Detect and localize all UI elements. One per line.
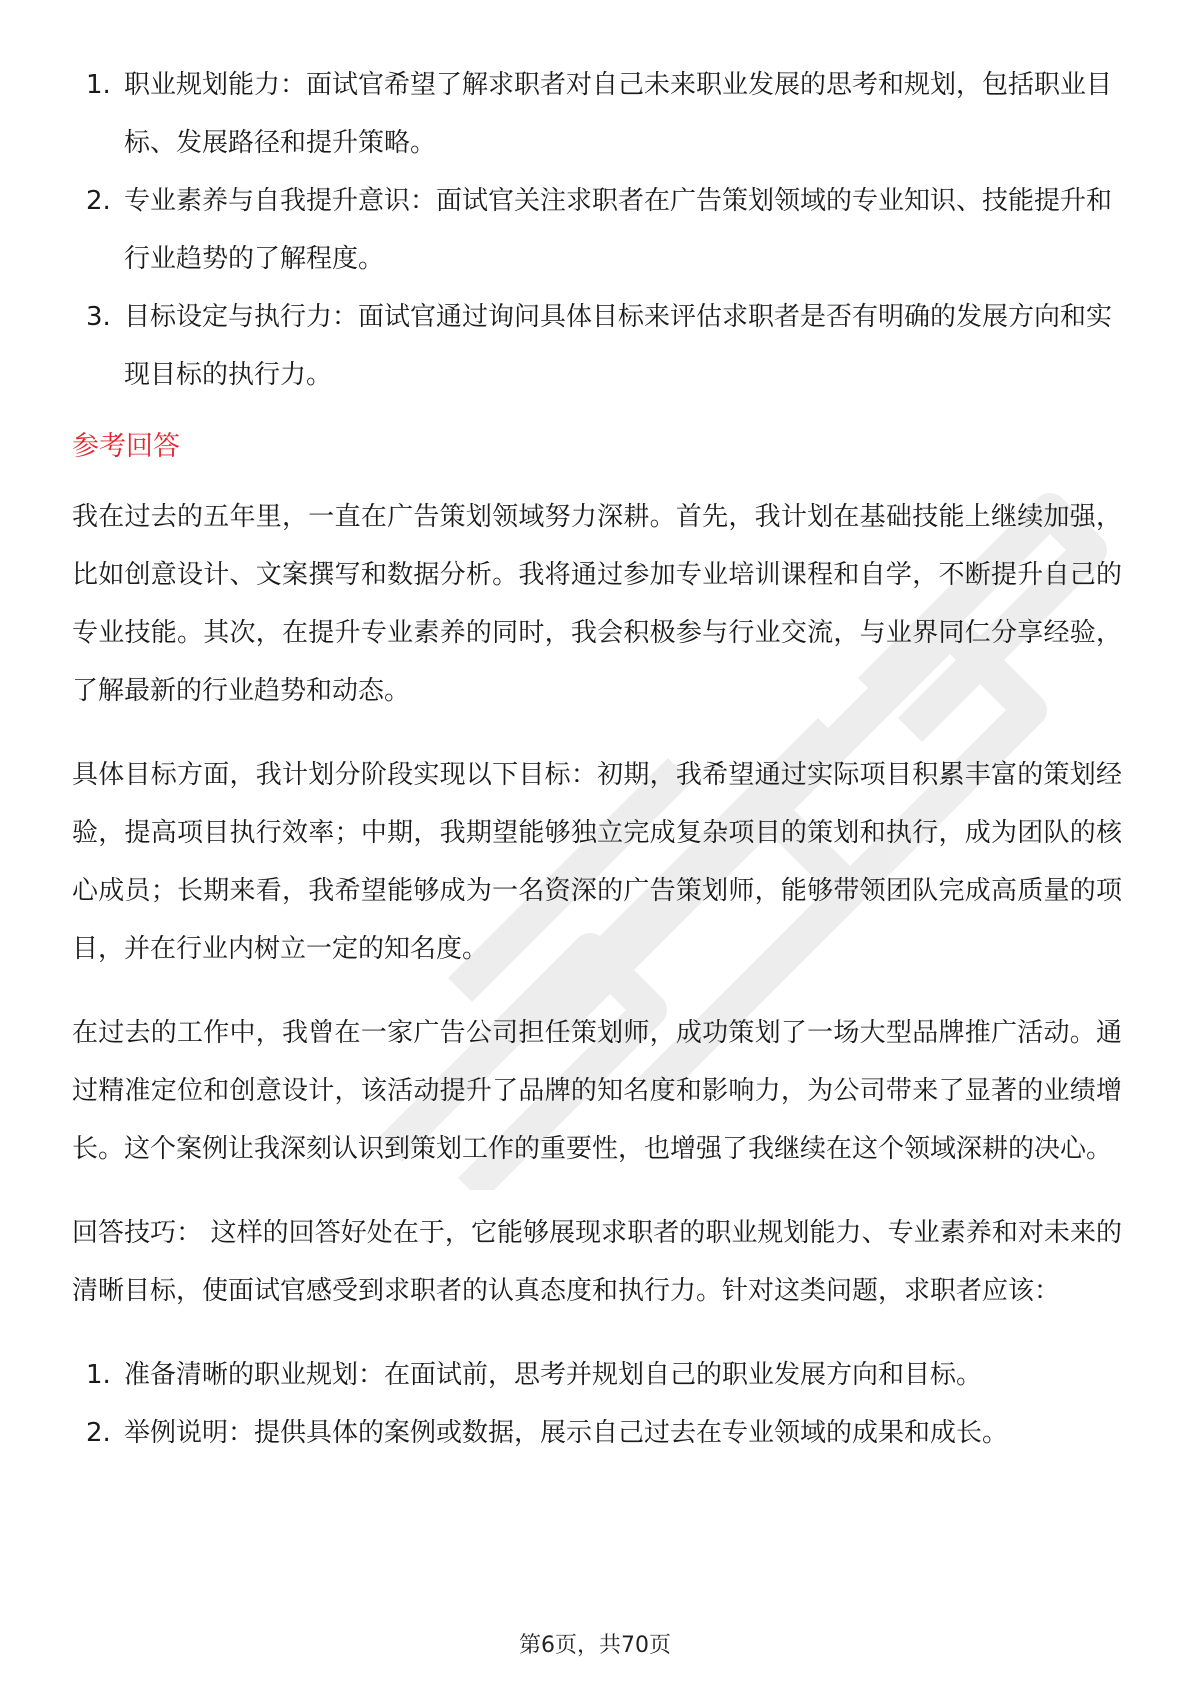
list-item <box>72 56 1122 172</box>
top-list <box>72 56 1122 404</box>
list-number: 2. <box>86 1418 111 1448</box>
paragraph: 具体目标方面，我计划分阶段实现以下目标：初期，我希望通过实际项目积累丰富的策划经验，提高项目执行效率；中期，我期望能够独立完成复杂项目的策划和执行，成为团队的核心成员；长期来看，我希望能够成为一名资深的广告策划师，能够带领团队完成高质量的项目，并在行业内树立一定的知名度。 <box>72 760 1122 964</box>
list-number: 2. <box>86 186 111 216</box>
paragraph: 在过去的工作中，我曾在一家广告公司担任策划师，成功策划了一场大型品牌推广活动。通过精准定位和创意设计，该活动提升了品牌的知名度和影响力，为公司带来了显著的业绩增长。这个案例让我深刻认识到策划工作的重要性，也增强了我继续在这个领域深耕的决心。 <box>72 1018 1122 1164</box>
list-text: 职业规划能力：面试官希望了解求职者对自己未来职业发展的思考和规划，包括职业目标、发展路径和提升策略。 <box>124 70 1113 158</box>
list-number: 1. <box>86 70 111 100</box>
list-text: 专业素养与自我提升意识：面试官关注求职者在广告策划领域的专业知识、技能提升和行业趋势的了解程度。 <box>124 186 1113 274</box>
bottom-list <box>72 1346 1122 1462</box>
list-item <box>72 172 1122 288</box>
list-number: 3. <box>86 302 111 332</box>
list-text: 举例说明：提供具体的案例或数据，展示自己过去在专业领域的成果和成长。 <box>124 1418 1009 1448</box>
list-item <box>72 288 1122 404</box>
list-number: 1. <box>86 1360 111 1390</box>
content-area <box>72 56 1122 1462</box>
paragraph: 回答技巧： 这样的回答好处在于，它能够展现求职者的职业规划能力、专业素养和对未来的清晰目标，使面试官感受到求职者的认真态度和执行力。针对这类问题，求职者应该： <box>72 1218 1122 1306</box>
paragraph: 我在过去的五年里，一直在广告策划领域努力深耕。首先，我计划在基础技能上继续加强，比如创意设计、文案撰写和数据分析。我将通过参加专业培训课程和自学，不断提升自己的专业技能。其次，在提升专业素养的同时，我会积极参与行业交流，与业界同仁分享经验，了解最新的行业趋势和动态。 <box>72 502 1122 706</box>
page-footer: 第6页，共70页 <box>519 1633 671 1658</box>
section-heading: 参考回答 <box>72 431 180 462</box>
list-text: 目标设定与执行力：面试官通过询问具体目标来评估求职者是否有明确的发展方向和实现目标的执行力。 <box>124 302 1113 390</box>
list-item <box>72 1346 1122 1404</box>
list-item <box>72 1404 1122 1462</box>
list-text: 准备清晰的职业规划：在面试前，思考并规划自己的职业发展方向和目标。 <box>124 1360 983 1390</box>
